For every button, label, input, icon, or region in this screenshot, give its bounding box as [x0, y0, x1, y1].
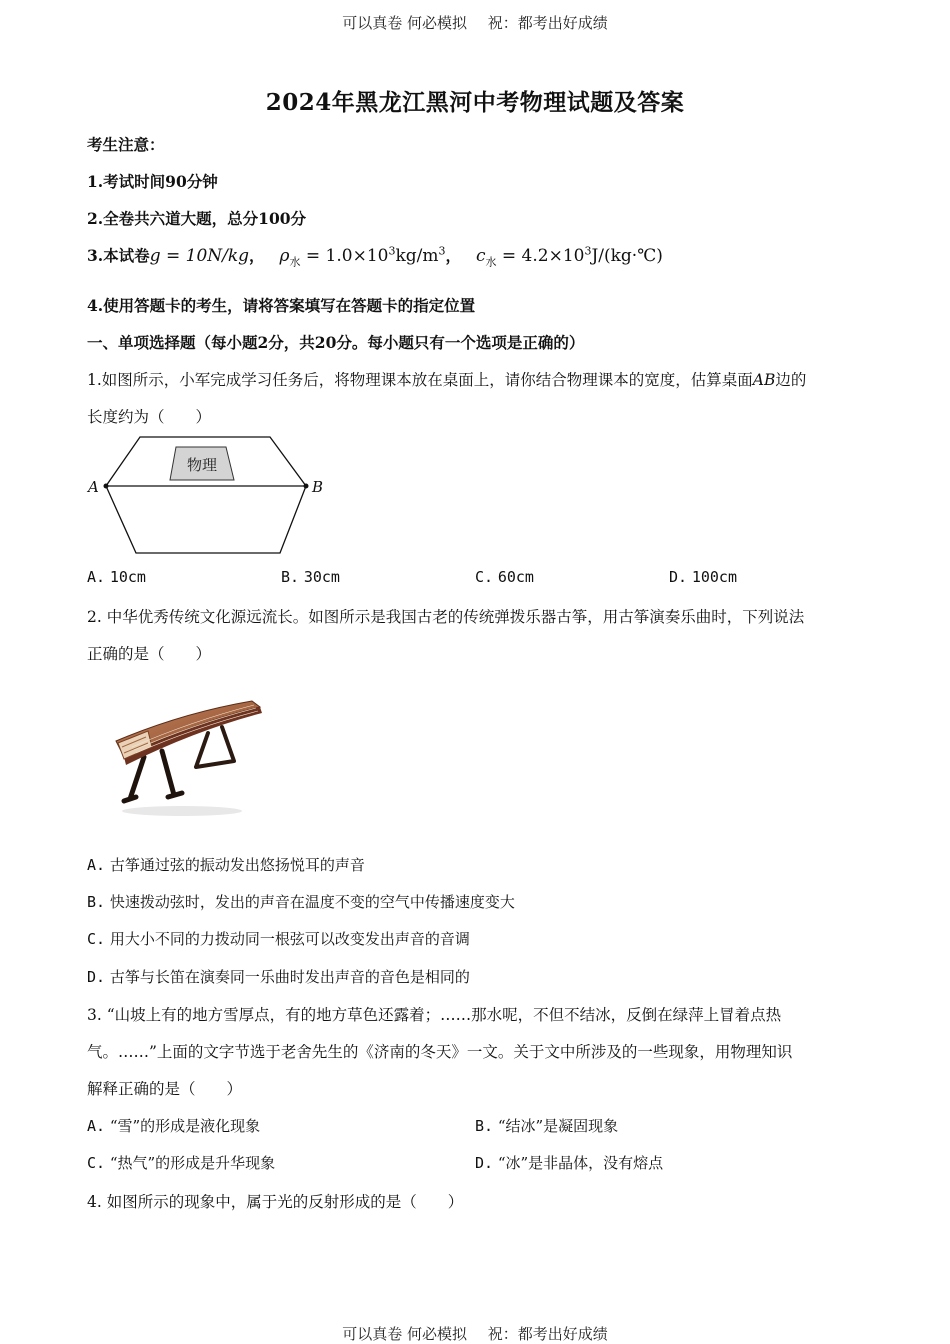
q1-desk-figure [82, 432, 332, 560]
guzheng-stand-back [196, 727, 234, 767]
point-a-label: A [88, 478, 99, 496]
gravity-constant: g = 10N/kg [149, 246, 250, 266]
q1-line-1: 1.如图所示，小军完成学习任务后，将物理课本放在桌面上，请你结合物理课本的宽度，估算桌面AB边的 [87, 371, 807, 389]
q2-option-c[interactable]: C. 用大小不同的力拨动同一根弦可以改变发出声音的音调 [87, 930, 470, 948]
note-3: 3.本试卷g = 10N/kg， $\rho_水 = 1.0\times 10^3kg/m^3$， $c_水$ = $4.2\times 10^3J/(kg\cdot℃)$ [87, 244, 663, 269]
q3-option-b[interactable]: B. “结冰”是凝固现象 [475, 1117, 619, 1135]
header-right: 祝：都考出好成绩 [487, 14, 608, 32]
q3-line-1: 3. “山坡上有的地方雪厚点，有的地方草色还露着；……那水呢，不但不结冰，反倒在绿萍上冒着点热 [87, 1006, 782, 1024]
page-header [0, 12, 950, 33]
note-1: 1.考试时间90分钟 [87, 172, 218, 191]
q2-option-d[interactable]: D. 古筝与长笛在演奏同一乐曲时发出声音的音色是相同的 [87, 968, 470, 986]
section-1-heading: 一、单项选择题（每小题2分，共20分。每小题只有一个选项是正确的） [87, 333, 585, 352]
guzheng-shadow [122, 806, 242, 816]
header-left: 可以真卷 [342, 14, 403, 32]
point-b-label: B [312, 478, 324, 496]
q2-line-1: 2. 中华优秀传统文化源远流长。如图所示是我国古老的传统弹拨乐器古筝，用古筝演奏乐曲时，下列说法 [87, 608, 805, 626]
guzheng-image [112, 695, 272, 820]
physics-book-label: 物理 [186, 456, 218, 474]
header-mid: 何必模拟 [406, 14, 467, 32]
q1-option-d[interactable]: D. 100cm [669, 568, 737, 586]
q3-option-a[interactable]: A. “雪”的形成是液化现象 [87, 1117, 261, 1135]
footer-mid: 何必模拟 [406, 1325, 467, 1343]
note-3-prefix: 3.本试卷 [87, 246, 150, 265]
q1-option-a[interactable]: A. 10cm [87, 568, 146, 586]
q1-option-c[interactable]: C. 60cm [475, 568, 534, 586]
note-4: 4.使用答题卡的考生，请将答案填写在答题卡的指定位置 [87, 296, 476, 315]
point-b [304, 484, 309, 489]
q2-line-2: 正确的是（ ） [87, 645, 212, 663]
water-density: $\rho_水 = 1.0\times 10^3kg/m^3$ [279, 244, 446, 269]
q1-line-2: 长度约为（ ） [87, 408, 212, 426]
q3-option-c[interactable]: C. “热气”的形成是升华现象 [87, 1154, 276, 1172]
q1-ab-label: AB [752, 371, 776, 389]
footer-right: 祝：都考出好成绩 [487, 1325, 608, 1343]
notes-heading: 考生注意： [87, 135, 165, 154]
q2-option-a[interactable]: A. 古筝通过弦的振动发出悠扬悦耳的声音 [87, 856, 365, 874]
water-specific-heat: $c_水$ = $4.2\times 10^3J/(kg\cdot℃)$ [475, 244, 663, 269]
q3-line-3: 解释正确的是（ ） [87, 1080, 243, 1098]
q2-option-b[interactable]: B. 快速拨动弦时，发出的声音在温度不变的空气中传播速度变大 [87, 893, 515, 911]
q3-option-d[interactable]: D. “冰”是非晶体，没有熔点 [475, 1154, 664, 1172]
q4-line-1: 4. 如图所示的现象中，属于光的反射形成的是（ ） [87, 1193, 464, 1211]
page-footer [0, 1323, 950, 1344]
q3-line-2: 气。……”上面的文字节选于老舍先生的《济南的冬天》一文。关于文中所涉及的一些现象，用物理知识 [87, 1043, 793, 1061]
point-a [104, 484, 109, 489]
note-2: 2.全卷共六道大题，总分100分 [87, 209, 307, 228]
footer-left: 可以真卷 [342, 1325, 403, 1343]
q1-option-b[interactable]: B. 30cm [281, 568, 340, 586]
page-title: 2024年黑龙江黑河中考物理试题及答案 [265, 89, 685, 116]
